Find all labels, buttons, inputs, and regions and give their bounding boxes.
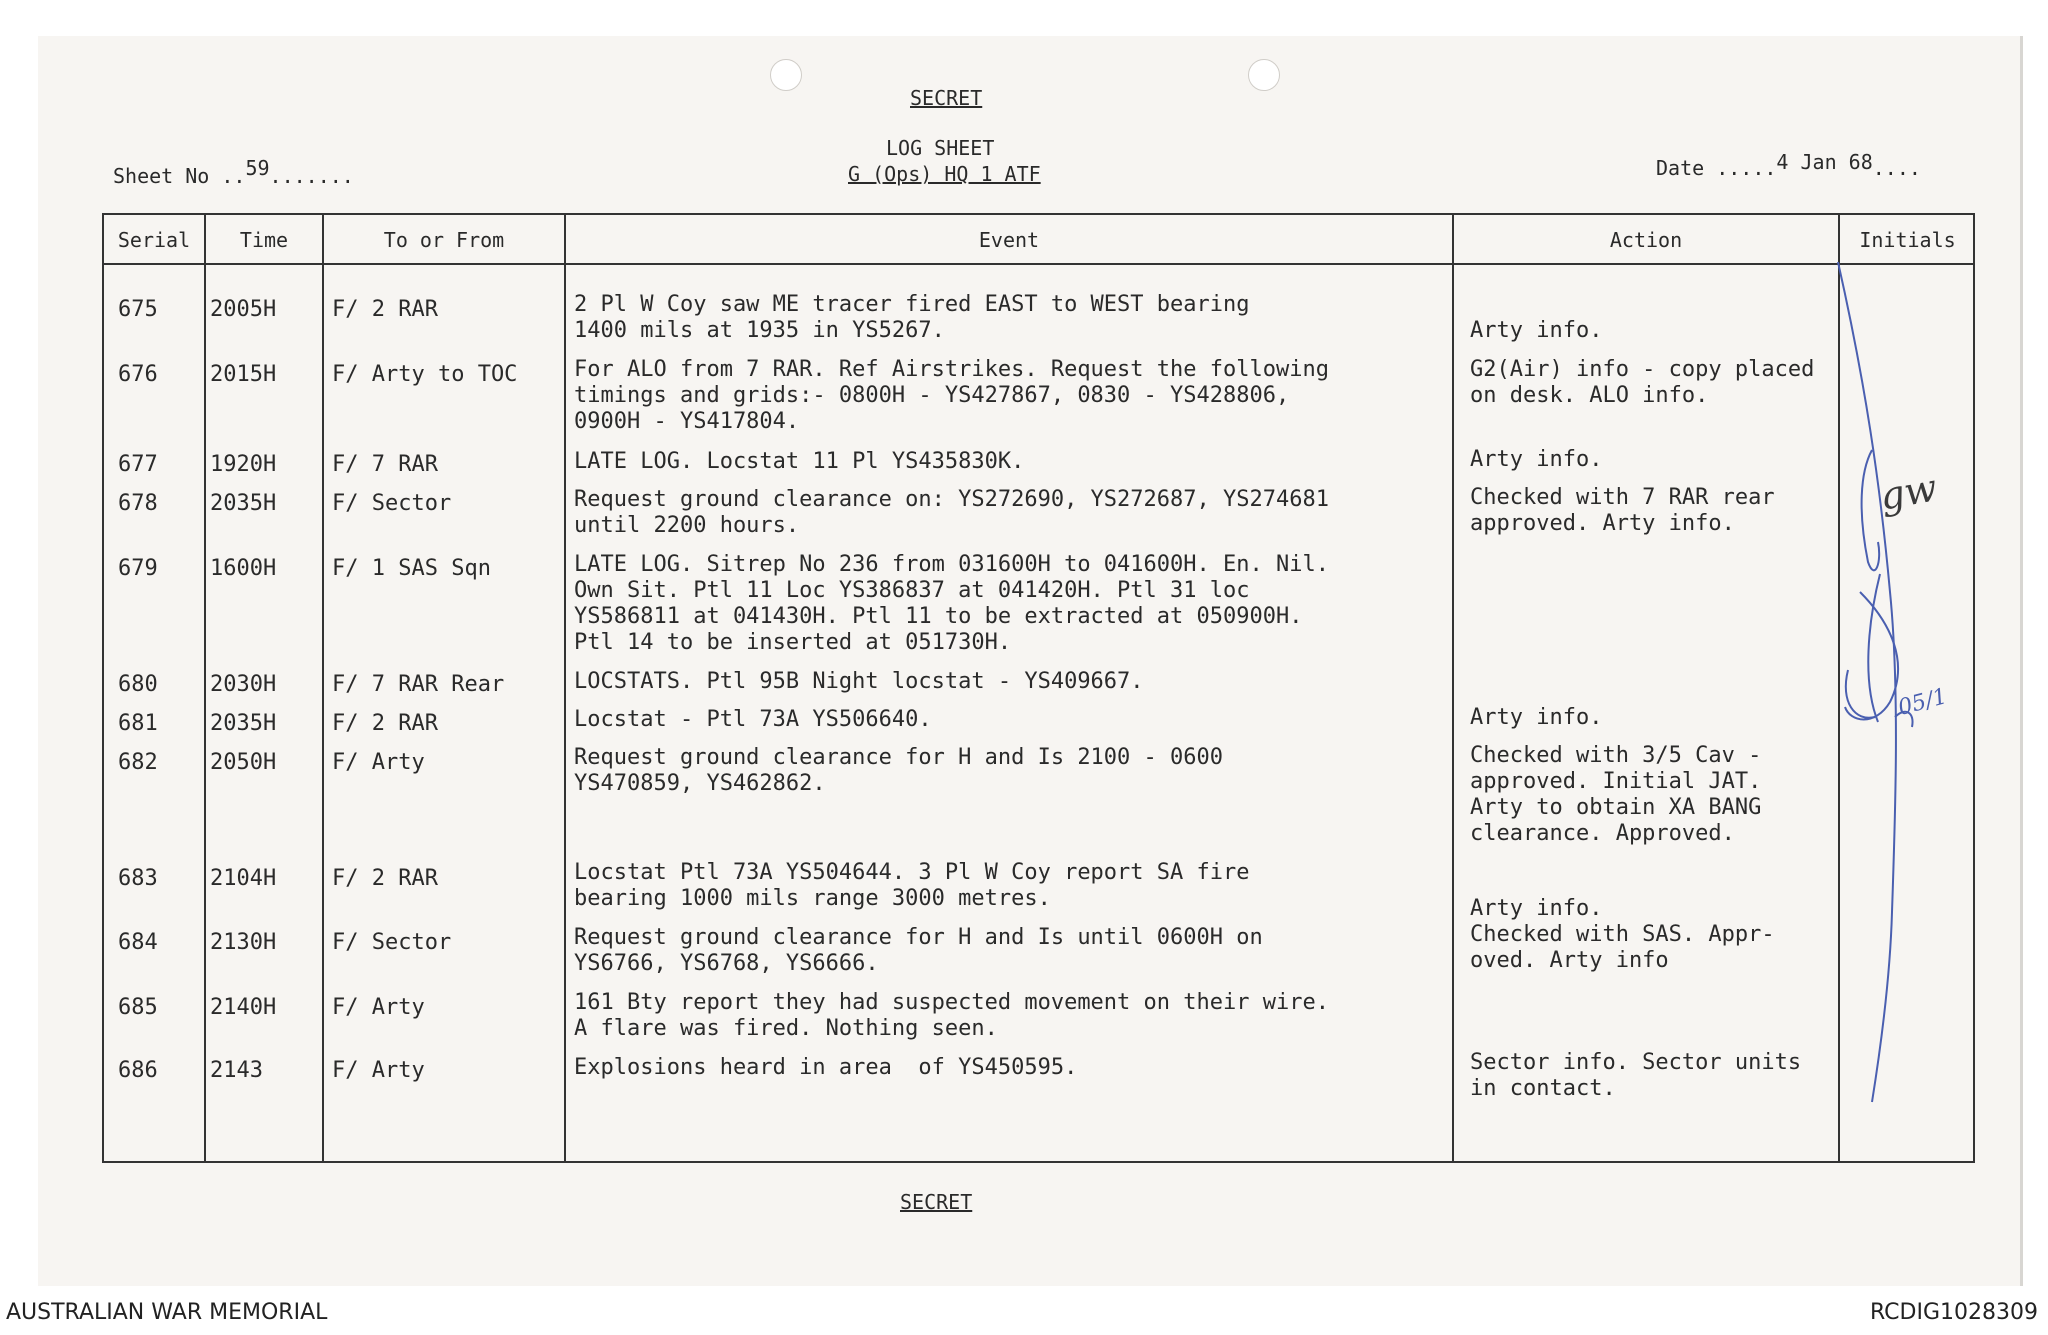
punch-hole-left [770, 59, 802, 91]
header-event: Event [978, 228, 1040, 252]
column-rule [1452, 213, 1454, 1163]
time-cell: 2050H [210, 750, 277, 775]
sheet-number [113, 156, 354, 188]
action-cell: Arty info. [1470, 318, 1603, 343]
time-cell: 1920H [210, 452, 277, 477]
column-rule [204, 213, 206, 1163]
initials-date: 05/1 [1895, 684, 1950, 721]
footer-source: AUSTRALIAN WAR MEMORIAL [6, 1300, 328, 1325]
time-cell: 2130H [210, 930, 277, 955]
from-cell: F/ Arty [332, 750, 425, 775]
sheet-dots: ....... [269, 164, 354, 188]
action-cell: G2(Air) info - copy placed on desk. ALO info. [1470, 357, 1815, 408]
event-cell: LOCSTATS. Ptl 95B Night locstat - YS409667. [574, 669, 1144, 694]
serial-cell: 683 [118, 866, 158, 891]
action-cell: Arty info. [1470, 447, 1603, 472]
header-time: Time [239, 228, 289, 252]
handwritten-initials-signature [1820, 262, 1970, 1112]
serial-cell: 681 [118, 711, 158, 736]
event-cell: Request ground clearance for H and Is 2100 - 0600 YS470859, YS462862. [574, 745, 1224, 796]
action-cell: Checked with SAS. Appr- oved. Arty info [1470, 922, 1775, 973]
from-cell: F/ 2 RAR [332, 711, 438, 736]
punch-hole-right [1248, 59, 1280, 91]
event-cell: Request ground clearance for H and Is until 0600H on YS6766, YS6768, YS6666. [574, 925, 1263, 976]
serial-cell: 685 [118, 995, 158, 1020]
sheet-value: 59 [245, 156, 270, 180]
event-cell: For ALO from 7 RAR. Ref Airstrikes. Request the following timings and grids:- 0800H - YS427867, 0830 - YS428806, 0900H - YS417804. [574, 357, 1329, 434]
serial-cell: 675 [118, 297, 158, 322]
from-cell: F/ Sector [332, 930, 452, 955]
date-value: 4 Jan 68 [1776, 150, 1873, 174]
classification-top: SECRET [910, 86, 983, 110]
unit-title: G (Ops) HQ 1 ATF [848, 162, 1041, 186]
from-cell: F/ Arty [332, 1058, 425, 1083]
time-cell: 2005H [210, 297, 277, 322]
serial-cell: 678 [118, 491, 158, 516]
serial-cell: 676 [118, 362, 158, 387]
event-cell: 161 Bty report they had suspected movement on their wire. A flare was fired. Nothing seen. [574, 990, 1329, 1041]
column-rule [322, 213, 324, 1163]
event-cell: Request ground clearance on: YS272690, YS272687, YS274681 until 2200 hours. [574, 487, 1329, 538]
header-initials: Initials [1859, 228, 1956, 252]
column-rule [564, 213, 566, 1163]
action-cell: Arty info. [1470, 896, 1603, 921]
time-cell: 2140H [210, 995, 277, 1020]
time-cell: 2015H [210, 362, 277, 387]
action-cell: Checked with 7 RAR rear approved. Arty info. [1470, 485, 1775, 536]
initials-gw: gw [1876, 465, 1941, 519]
from-cell: F/ Sector [332, 491, 452, 516]
time-cell: 2104H [210, 866, 277, 891]
serial-cell: 679 [118, 556, 158, 581]
date-field [1656, 150, 1921, 180]
action-cell: Sector info. Sector units in contact. [1470, 1050, 1802, 1101]
header-action: Action [1609, 228, 1683, 252]
header-to-from: To or From [383, 228, 505, 252]
action-cell: Checked with 3/5 Cav - approved. Initial JAT. Arty to obtain XA BANG clearance. Approved. [1470, 743, 1762, 846]
log-sheet-title: LOG SHEET [886, 136, 995, 160]
event-cell: Explosions heard in area of YS450595. [574, 1055, 1078, 1080]
time-cell: 2035H [210, 491, 277, 516]
sheet-label: Sheet No .. [113, 164, 246, 188]
from-cell: F/ Arty to TOC [332, 362, 518, 387]
action-cell: Arty info. [1470, 705, 1603, 730]
from-cell: F/ 7 RAR [332, 452, 438, 477]
event-cell: LATE LOG. Sitrep No 236 from 031600H to 041600H. En. Nil. Own Sit. Ptl 11 Loc YS386837 at 041420H. Ptl 31 loc YS586811 at 041430H. Ptl 11 to be extracted at 050900H. Ptl 14 to be inserted at 051730H. [574, 552, 1329, 655]
classification-bottom: SECRET [900, 1190, 973, 1214]
from-cell: F/ 1 SAS Sqn [332, 556, 491, 581]
time-cell: 2143 [210, 1058, 263, 1083]
time-cell: 2030H [210, 672, 277, 697]
footer-reference: RCDIG1028309 [1869, 1300, 2038, 1325]
serial-cell: 677 [118, 452, 158, 477]
header-divider [102, 263, 1975, 265]
header-serial: Serial [117, 228, 191, 252]
from-cell: F/ 2 RAR [332, 866, 438, 891]
serial-cell: 684 [118, 930, 158, 955]
serial-cell: 686 [118, 1058, 158, 1083]
event-cell: Locstat - Ptl 73A YS506640. [574, 707, 932, 732]
from-cell: F/ 7 RAR Rear [332, 672, 505, 697]
time-cell: 1600H [210, 556, 277, 581]
date-dots: .... [1872, 156, 1921, 180]
from-cell: F/ Arty [332, 995, 425, 1020]
serial-cell: 680 [118, 672, 158, 697]
date-label: Date ..... [1656, 156, 1777, 180]
time-cell: 2035H [210, 711, 277, 736]
event-cell: Locstat Ptl 73A YS504644. 3 Pl W Coy report SA fire bearing 1000 mils range 3000 metres. [574, 860, 1250, 911]
event-cell: LATE LOG. Locstat 11 Pl YS435830K. [574, 449, 1025, 474]
serial-cell: 682 [118, 750, 158, 775]
event-cell: 2 Pl W Coy saw ME tracer fired EAST to WEST bearing 1400 mils at 1935 in YS5267. [574, 292, 1250, 343]
from-cell: F/ 2 RAR [332, 297, 438, 322]
